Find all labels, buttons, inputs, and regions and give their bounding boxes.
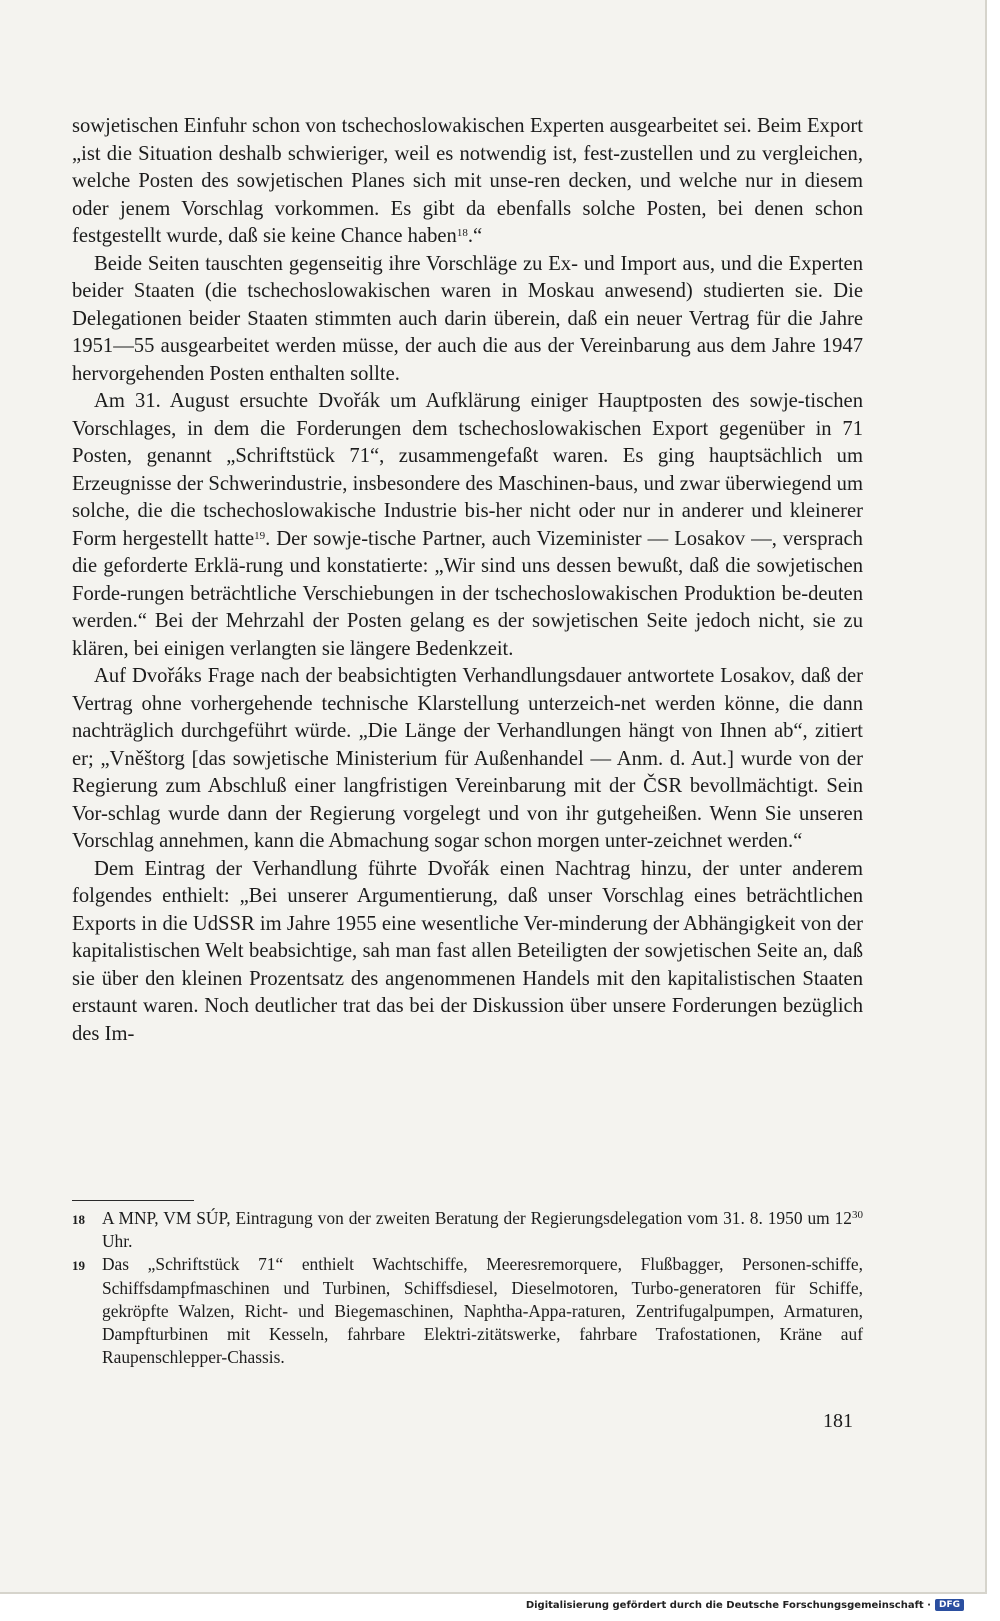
paragraph-1-tail: .“ — [467, 225, 483, 247]
paragraph-1-text: sowjetischen Einfuhr schon von tschechoslowakischen Experten ausgearbeitet sei. Beim Export „ist die Situation deshalb schwieriger, weil es notwendig ist, fest-zustellen und zu vergleichen, welche Posten des sowjetischen Planes sich mit unse-ren decken, und welche nur in diesem oder jenem Vorschlag vorkommen. Es gibt da ebenfalls solche Posten, bei denen schon festgestellt wurde, daß sie keine Chance haben — [72, 115, 863, 247]
footnote-number: 18 — [72, 1212, 85, 1227]
paragraph-1 — [72, 113, 863, 251]
dfg-logo: DFG — [935, 1599, 964, 1611]
footnote-divider — [72, 1200, 194, 1201]
footnote-18 — [72, 1207, 863, 1253]
paragraph-3-text: Am 31. August ersuchte Dvořák um Aufklärung einiger Hauptposten des sowje-tischen Vorschlages, in dem die Forderungen dem tschechoslowakischen Export gegenüber in 71 Posten, genannt „Schriftstück 71“, zusammengefaßt waren. Es ging hauptsächlich um Erzeugnisse der Schwerindustrie, insbesondere des Maschinen-baus, und zwar überwiegend um solche, die die tschechoslowakische Industrie bis-her nicht oder nur in anderer und kleinerer Form hergestellt hatte — [72, 390, 863, 550]
footnote-text: Das „Schriftstück 71“ enthielt Wachtschiffe, Meeresremorquere, Flußbagger, Personen-schiffe, Schiffsdampfmaschinen und Turbinen, Schiffsdiesel, Dieselmotoren, Turbo-generatoren für Schiffe, gekröpfte Walzen, Richt- und Biegemaschinen, Naphtha-Appa-raturen, Zentrifugalpumpen, Armaturen, Dampfturbinen mit Kesseln, fahrbare Elektri-zitätswerke, fahrbare Trafostationen, Kräne auf Raupenschlepper-Chassis. — [102, 1254, 863, 1368]
page-number: 181 — [823, 1410, 853, 1432]
digitization-credit — [526, 1599, 964, 1611]
paragraph-2: Beide Seiten tauschten gegenseitig ihre Vorschläge zu Ex- und Import aus, und die Experten beider Staaten (die tschechoslowakischen waren in Moskau anwesend) studierten sie. Die Delegationen beider Staaten stimmten auch darin überein, daß ein neuer Vertrag für die Jahre 1951—55 ausgearbeitet werden müsse, der auch die aus der Vereinbarung aus dem Jahre 1947 hervorgehenden Posten enthalten sollte. — [72, 252, 863, 385]
paragraph-5: Dem Eintrag der Verhandlung führte Dvořák einen Nachtrag hinzu, der unter anderem folgendes enthielt: „Bei unserer Argumentierung, daß unser Vorschlag eines beträchtlichen Exports in die UdSSR im Jahre 1955 eine wesentliche Ver-minderung der Abhängigkeit von der kapitalistischen Welt beabsichtige, sah man fast allen Beteiligten der sowjetischen Seite an, daß sie über den kleinen Prozentsatz des angenommenen Handels mit den kapitalistischen Staaten erstaunt waren. Noch deutlicher trat das bei der Diskussion über unsere Forderungen bezüglich des Im- — [72, 857, 863, 1045]
footnotes — [72, 1207, 863, 1369]
footnote-ref-18[interactable]: 18 — [456, 227, 468, 239]
paragraph-3-tail: . Der sowje-tische Partner, auch Vizeminister — Losakov —, versprach die geforderte Erklä-rung und konstatierte: „Wir sind uns dessen bewußt, daß die sowjetischen Forde-rungen beträchtliche Verschiebungen in der tschechoslowakischen Produktion be-deuten werden.“ Bei der Mehrzahl der Posten gelang es der sowjetischen Seite jedoch nicht, sie zu klären, bei einigen verlangten sie längere Bedenkzeit. — [72, 527, 863, 660]
credit-text: Digitalisierung gefördert durch die Deutsche Forschungsgemeinschaft · — [525, 1599, 931, 1611]
footnote-19 — [72, 1253, 863, 1369]
body-text — [72, 113, 863, 1048]
footnote-18-superscript: 30 — [852, 1209, 863, 1221]
footnote-ref-19[interactable]: 19 — [254, 529, 266, 542]
paragraph-3 — [72, 388, 863, 663]
paragraph-4: Auf Dvořáks Frage nach der beabsichtigten Verhandlungsdauer antwortete Losakov, daß der Vertrag ohne vorhergehende technische Klarstellung unterzeich-net werden könne, die dann nachträglich durchgeführt würde. „Die Länge der Verhandlungen hängt von Ihnen ab“, zitiert er; „Vněštorg [das sowjetische Ministerium für Außenhandel — Anm. d. Aut.] wurde von der Regierung zum Abschluß einer langfristigen Vereinbarung mit der ČSR bevollmächtigt. Sein Vor-schlag wurde dann der Regierung vorgelegt und von ihr gutgeheißen. Wenn Sie unseren Vorschlag annehmen, kann die Abmachung sogar schon morgen unter-zeichnet werden.“ — [72, 665, 863, 852]
footnote-18-body: A MNP, VM SÚP, Eintragung von der zweiten Beratung der Regierungsdelegation vom 31. 8. 1950 um 12 — [102, 1208, 852, 1228]
footnote-text — [102, 1207, 863, 1253]
footnote-number: 19 — [72, 1258, 85, 1274]
footnote-18-tail: Uhr. — [102, 1231, 133, 1252]
